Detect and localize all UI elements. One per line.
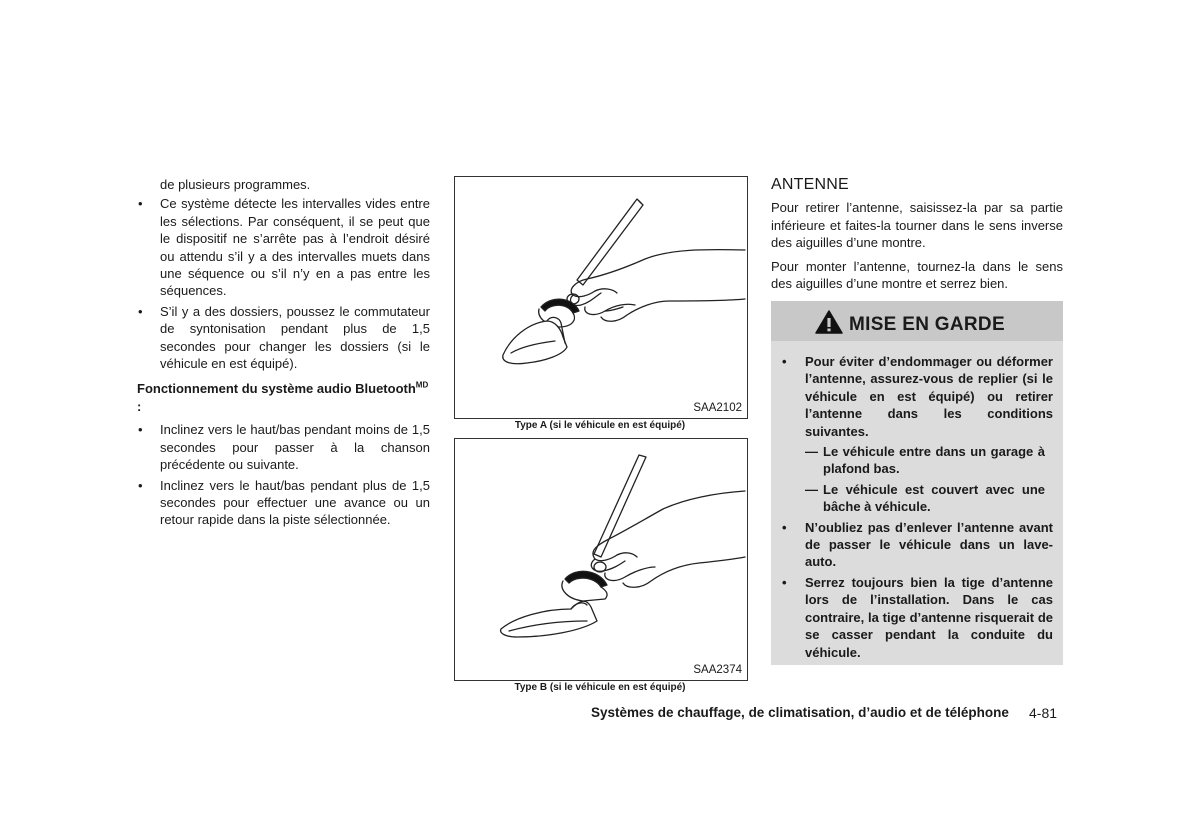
caution-body [781,353,1053,664]
list-item: • Inclinez vers le haut/bas pendant moins de 1,5 secondes pour passer à la chanson précédente ou suivante. [137,421,430,473]
list-item: • Inclinez vers le haut/bas pendant plus de 1,5 secondes pour effectuer une avance ou un retour rapide dans la piste sélectionnée. [137,477,430,529]
caution-subitem [781,481,1053,516]
caution-header [771,301,1063,341]
caution-subitem-text: Le véhicule entre dans un garage à plafond bas. [823,444,1045,477]
list-item: • S’il y a des dossiers, poussez le commutateur de syntonisation pendant plus de 1,5 secondes pour changer les dossiers (si le véhicule en est équipé). [137,303,430,373]
caution-box [771,301,1063,665]
figure-code: SAA2374 [693,664,742,676]
caution-item: • N’oubliez pas d’enlever l’antenne avant de passer le véhicule dans un lave-auto. [781,519,1053,571]
right-column [771,176,1063,298]
caution-title: MISE EN GARDE [849,314,1005,335]
caution-subitem-text: Le véhicule est couvert avec une bâche à véhicule. [823,481,1045,515]
figure-type-b [454,438,748,681]
left-column [137,176,430,532]
trademark-superscript: MD [415,381,429,391]
section-title: ANTENNE [771,176,849,193]
antenna-removal-illustration-a [455,177,747,418]
figure-caption: Type A (si le véhicule en est équipé) [514,420,686,431]
figure-caption: Type B (si le véhicule en est équipé) [514,682,686,693]
figure-type-a [454,176,748,419]
figure-code: SAA2102 [693,402,742,414]
list-item: • Ce système détecte les intervalles vides entre les sélections. Par conséquent, il se peut que le dispositif ne s’arrête pas à l’endroit désiré ou attendu s’il y a des intervalles muets dans une séquence ou s’il n’y en a pas entre les séquences. [137,195,430,299]
caution-item: • Serrez toujours bien la tige d’antenne lors de l’installation. Dans le cas contraire, la tige d’antenne risquerait de se casser pendant la conduite du véhicule. [781,574,1053,661]
body-paragraph: Pour retirer l’antenne, saisissez-la par sa partie inférieure et faites-la tourner dans le sens inverse des aiguilles d’une montre. [771,200,1063,251]
warning-triangle-icon [815,310,843,334]
subheading-text: Fonctionnement du système audio Bluetooth [137,381,416,397]
chapter-footer: Systèmes de chauffage, de climatisation, d’audio et de téléphone [591,705,1009,720]
dash-mark: — [805,444,818,460]
continued-text: de plusieurs programmes. [160,177,311,192]
subheading-suffix: : [137,398,142,414]
bluetooth-subheading [137,380,430,415]
antenna-removal-illustration-b [455,439,747,680]
caution-subitem [781,443,1053,478]
page-number: 4-81 [1029,705,1058,721]
caution-item: • Pour éviter d’endommager ou déformer l’antenne, assurez-vous de replier (si le véhicule en est équipé) ou retirer l’antenne dans les conditions suivantes. [781,353,1053,440]
body-paragraph: Pour monter l’antenne, tournez-la dans le sens des aiguilles d’une montre et serrez bien. [771,258,1063,292]
dash-mark: — [805,481,818,497]
